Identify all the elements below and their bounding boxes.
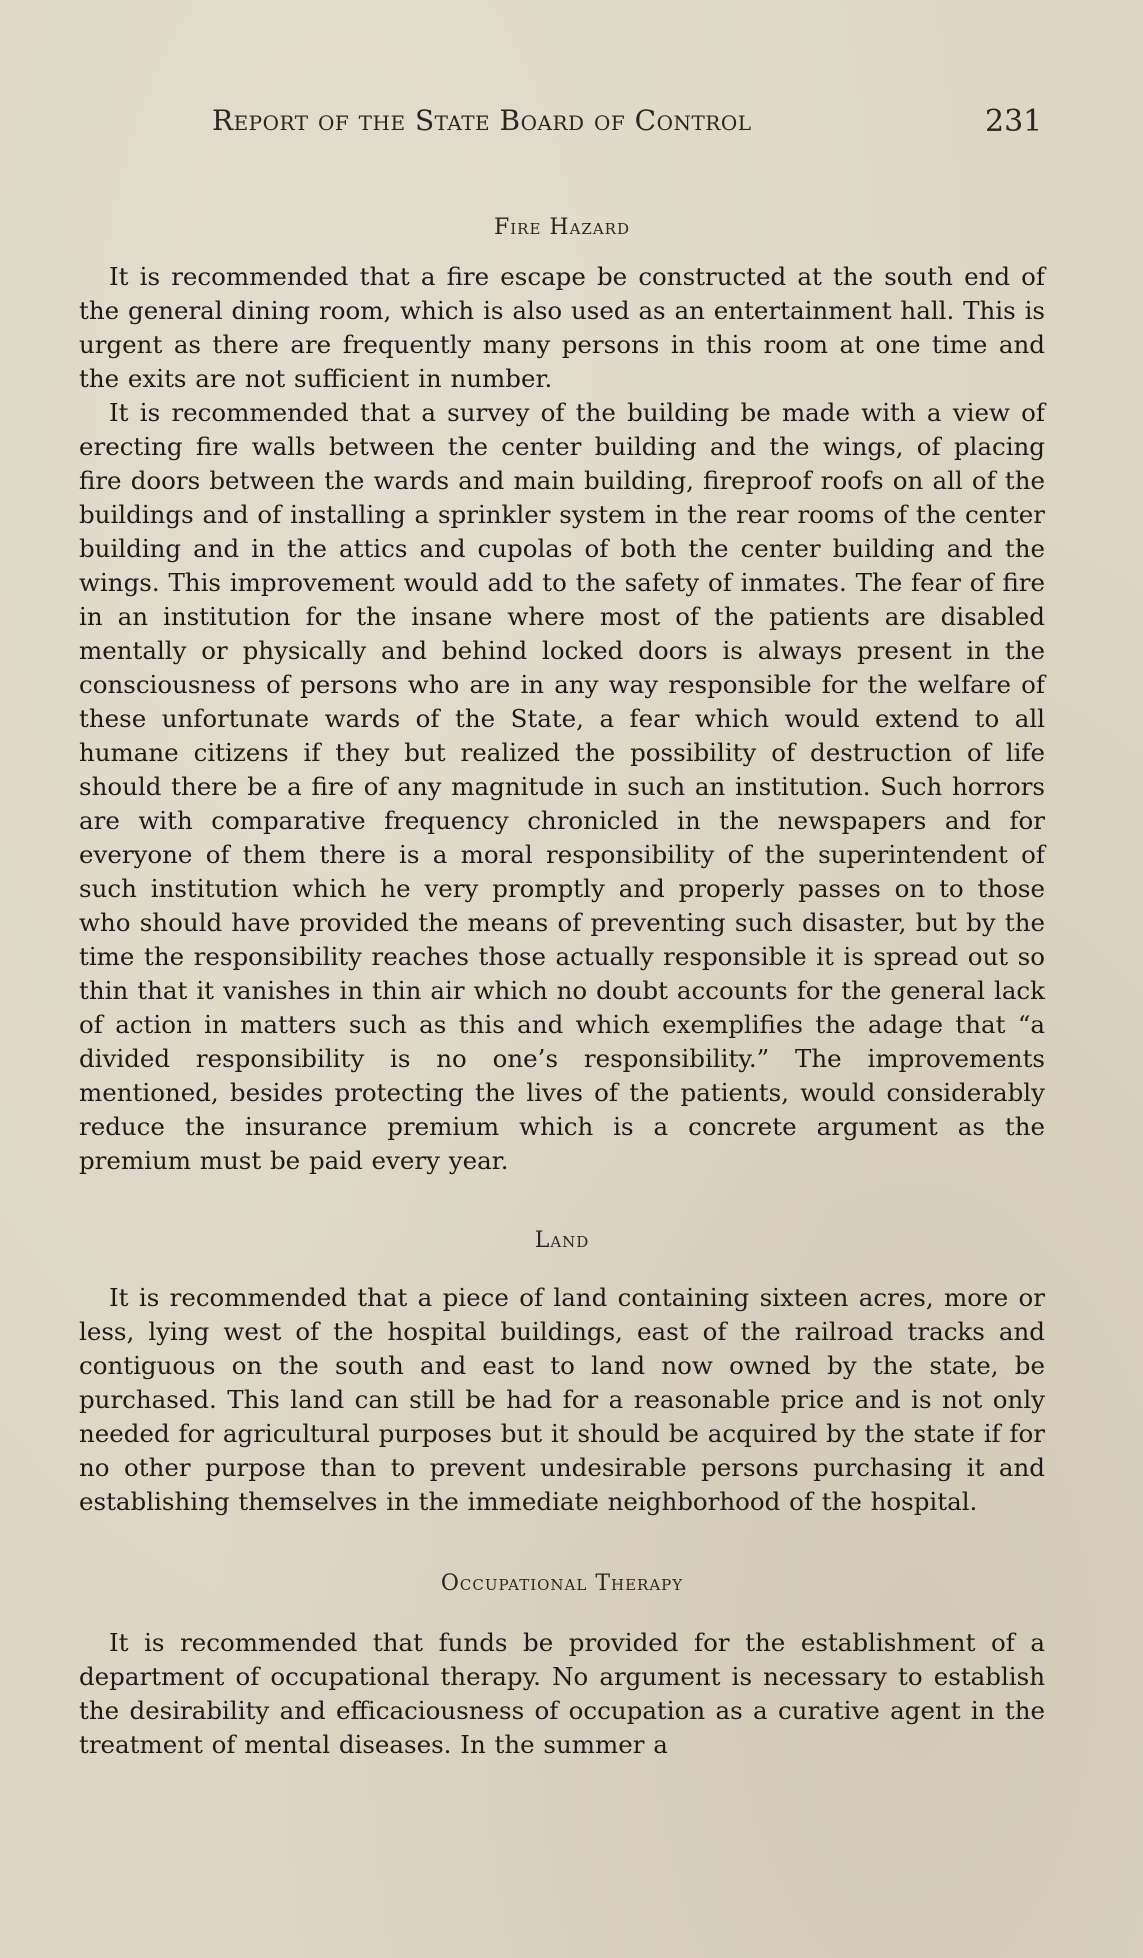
paragraph-occupational-therapy-1: It is recommended that funds be provided for the establishment of a department of occupational therapy. No argument is necessary to establish the desirability and efficaciousness of occupation as a curative agent in the treatment of mental diseases. In the summer a: [79, 1628, 1045, 1759]
paragraph-fire-hazard-1: It is recommended that a fire escape be constructed at the south end of the general dining room, which is also used as an entertainment hall. This is urgent as there are frequently many persons in this room at one time and the exits are not sufficient in number.: [79, 262, 1045, 393]
page-number: 231: [985, 104, 1043, 139]
section-heading-occupational-therapy: Occupational Therapy: [440, 1571, 684, 1596]
paragraph-fire-hazard-2: It is recommended that a survey of the building be made with a view of erecting fire walls between the center building and the wings, of placing fire doors between the wards and main building, fireproof roofs on all of the buildings and of installing a sprinkler system in the rear rooms of the center building and in the attics and cupolas of both the center building and the wings. This improvement would add to the safety of inmates. The fear of fire in an institution for the insane where most of the patients are disabled mentally or physically and behind locked doors is always present in the consciousness of persons who are in any way responsible for the welfare of these unfortunate wards of the State, a fear which would extend to all humane citizens if they but realized the possibility of destruction of life should there be a fire of any magnitude in such an institution. Such horrors are with comparative frequency chronicled in the newspapers and for everyone of them there is a moral responsibility of the superintendent of such institution which he very promptly and properly passes on to those who should have provided the means of preventing such disaster, but by the time the responsibility reaches those actually responsible it is spread out so thin that it vanishes in thin air which no doubt accounts for the general lack of action in matters such as this and which exemplifies the adage that “a divided responsibility is no one’s responsibility.” The improvements mentioned, besides protecting the lives of the patients, would considerably reduce the insurance premium which is a concrete argument as the premium must be paid every year.: [79, 398, 1045, 1175]
paragraph-land-1: It is recommended that a piece of land containing sixteen acres, more or less, lying west of the hospital buildings, east of the railroad tracks and contiguous on the south and east to land now owned by the state, be purchased. This land can still be had for a reasonable price and is not only needed for agricultural purposes but it should be acquired by the state if for no other purpose than to prevent undesirable persons purchasing it and establishing themselves in the immediate neighborhood of the hospital.: [79, 1283, 1045, 1516]
section-heading-fire-hazard: Fire Hazard: [493, 215, 631, 240]
running-head: Report of the State Board of Control: [212, 104, 752, 137]
page-body: [79, 215, 1045, 1762]
section-heading-land: Land: [534, 1228, 590, 1253]
